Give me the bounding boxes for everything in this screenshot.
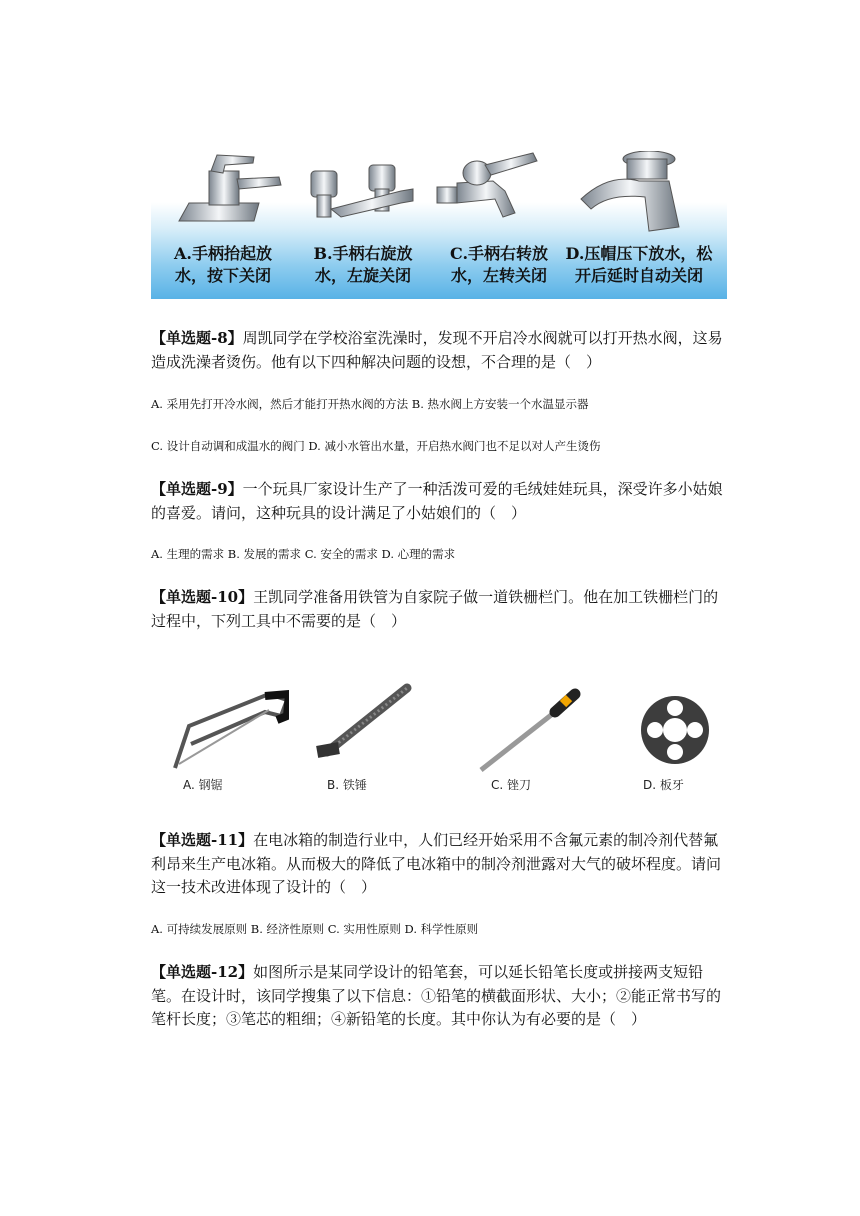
tool-caption-d: D. 板牙 [643, 778, 684, 792]
tool-caption-b: B. 铁锤 [327, 778, 367, 792]
faucet-caption-d: D.压帽压下放水，松 开后延时自动关闭 [565, 244, 713, 285]
question-tag: 【单选题-8】 [151, 329, 243, 347]
question-11 [151, 829, 731, 900]
twin-knob-faucet-icon [301, 151, 421, 241]
hammer-icon [311, 682, 421, 772]
question-text: 在电冰箱的制造行业中，人们已经开始采用不含氟元素的制冷剂代替氟利昂来生产电冰箱。从而极大的降低了电冰箱中的制冷剂泄露对大气的破坏程度。请问这一技术改进体现了设计的（ ） [151, 831, 722, 896]
tool-caption-a: A. 钢锯 [183, 778, 223, 792]
question-tag: 【单选题-10】 [151, 588, 254, 606]
faucet-caption-a: A.手柄抬起放 水，按下关闭 [174, 244, 272, 285]
question-text: 一个玩具厂家设计生产了一种活泼可爱的毛绒娃娃玩具，深受许多小姑娘的喜爱。请问，这种玩具的设计满足了小姑娘们的（ ） [151, 480, 723, 522]
push-cap-faucet-icon [569, 151, 709, 241]
file-icon [471, 682, 591, 778]
faucet-figure [151, 143, 727, 299]
tool-caption-c: C. 锉刀 [491, 778, 532, 792]
question-8-options-1: A. 采用先打开冷水阀，然后才能打开热水阀的方法 B. 热水阀上方安装一个水温显示器 [151, 397, 589, 411]
question-tag: 【单选题-9】 [151, 480, 243, 498]
question-tag: 【单选题-11】 [151, 831, 254, 849]
tools-figure [151, 680, 727, 796]
question-tag: 【单选题-12】 [151, 963, 254, 981]
threading-die-icon [635, 692, 715, 772]
lever-faucet-icon [159, 151, 289, 241]
question-text: 周凯同学在学校浴室洗澡时，发现不开启冷水阀就可以打开热水阀，这易造成洗澡者烫伤。他有以下四种解决问题的设想，不合理的是（ ） [151, 329, 723, 371]
lever-tap-icon [433, 151, 553, 241]
question-8 [151, 327, 731, 374]
question-11-options: A. 可持续发展原则 B. 经济性原则 C. 实用性原则 D. 科学性原则 [151, 922, 479, 936]
question-10 [151, 586, 731, 633]
question-8-options-2: C. 设计自动调和成温水的阀门 D. 减小水管出水量，开启热水阀门也不足以对人产生烫伤 [151, 439, 601, 453]
question-9 [151, 478, 731, 525]
faucet-caption-c: C.手柄右转放 水，左转关闭 [449, 244, 549, 285]
hacksaw-icon [169, 686, 289, 776]
question-text: 王凯同学准备用铁管为自家院子做一道铁栅栏门。他在加工铁栅栏门的过程中，下列工具中不需要的是（ ） [151, 588, 719, 630]
question-12 [151, 961, 731, 1032]
question-9-options: A. 生理的需求 B. 发展的需求 C. 安全的需求 D. 心理的需求 [151, 547, 456, 561]
question-text: 如图所示是某同学设计的铅笔套，可以延长铅笔长度或拼接两支短铅笔。在设计时，该同学搜集了以下信息：①铅笔的横截面形状、大小；②能正常书写的笔杆长度；③笔芯的粗细；④新铅笔的长度。其中你认为有必要的是（ ） [151, 963, 722, 1028]
faucet-caption-b: B.手柄右旋放 水，左旋关闭 [313, 244, 413, 285]
